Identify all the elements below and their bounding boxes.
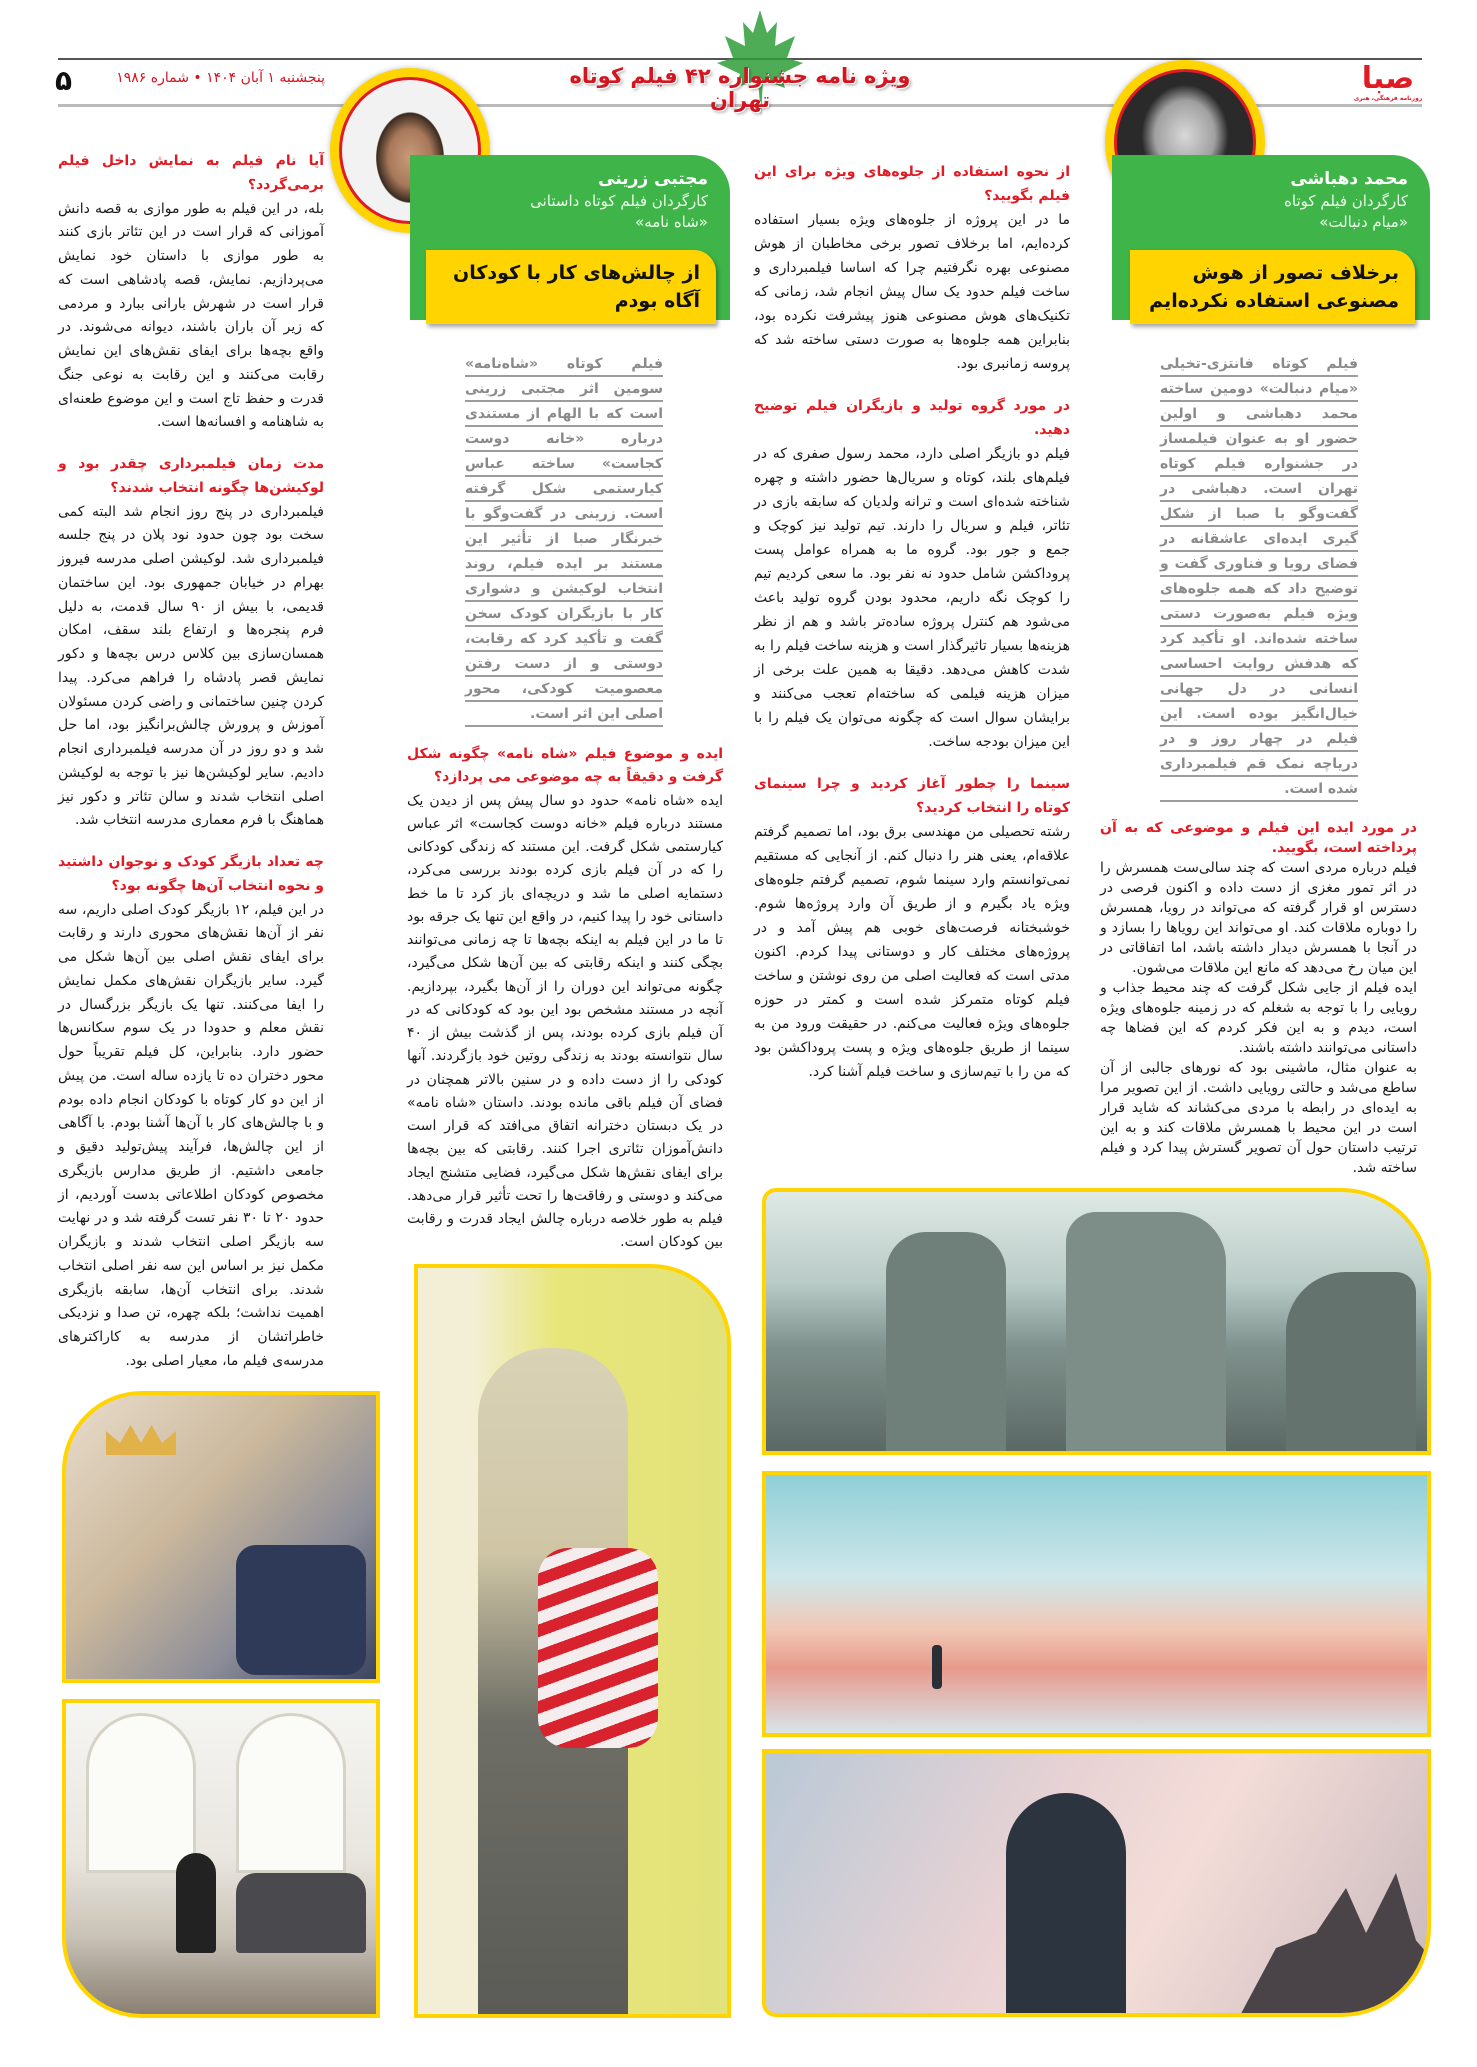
answer-paragraph: به عنوان مثال، ماشینی بود که نورهای جالبی از آن ساطع می‌شد و حالتی رویایی داشت. از این تصویر مرا به ایده‌ای در رابطه با مردی می‌کشاند که شاید قرار است در این محیط با همسرش ملاقات کند و به این ترتیب داستان حول آن تصویر گسترش پیدا کرد و فیلم ساخته شد. [1100,1060,1417,1176]
interviewee-name: محمد دهباشی [1290,169,1408,189]
photo-classroom-girls [62,1699,380,2018]
supplement-title: ویژه نامه جشنواره ۴۲ فیلم کوتاه تهران [569,64,911,112]
photo-girl-receiving-crown [62,1391,380,1683]
answer-paragraph: فیلم دو بازیگر اصلی دارد، محمد رسول صفری که در فیلم‌های بلند، کوتاه و سریال‌ها حضور داشته و چهره شناخته شده‌ای است و ترانه ولدیان که سابقه بازی در تئاتر، فیلم و سریال را دارند. تیم تولید نیز کوچک و جمع و جور بود. گروه ما به همراه عوامل پست پروداکشن شامل حدود نه نفر بود. ما سعی کردیم تیم را کوچک نگه داریم، محدود بودن گروه تولید باعث می‌شود هم کنترل پروژه ساده‌تر باشد و هم از نظر هزینه‌ها بسیار تاثیرگذار است و هزینه ساخت فیلم را به شدت کاهش می‌دهد. دقیقا به همین علت برخی از میزان هزینه فیلمی که ساخته‌ام تعجب می‌کنند و برایشان سوال است که چگونه می‌توان یک فیلم را با این میزان بودجه ساخت. [754,446,1070,750]
photo-man-in-clouds [762,1471,1431,1737]
answer-paragraph: در این فیلم، ۱۲ بازیگر کودک اصلی داریم، سه نفر از آن‌ها نقش‌های محوری دارند و رقابت برای ایفای نقش اصلی بین آن‌ها شکل می گیرد. سایر بازیگران نقش‌های مکمل نمایش را ایفا می‌کنند. تنها یک بازیگر بزرگسال در نقش معلم و حدودا در یک سوم سکانس‌ها حضور دارد. بنابراین، کل فیلم تقریباً حول محور دختران ده تا یازده ساله است. من پیش از این دو کار کوتاه با کودکان انجام داده بودم و با چالش‌های کار با آن‌ها آشنا بودم. با آگاهی از این چالش‌ها، فرآیند پیش‌تولید دقیق و جامعی داشتیم. از طریق مدارس بازیگری مخصوص کودکان اطلاعاتی بدست آوردیم، از حدود ۲۰ تا ۳۰ نفر تست گرفته شد و در نهایت سه بازیگر اصلی انتخاب شدند و بازیگران مکمل نیز بر اساس این سه نفر اصلی انتخاب شدند. برای انتخاب آن‌ها، سابقه بازیگری اهمیت نداشت؛ بلکه چهره، تن صدا و نزدیکی خاطراتشان از مدرسه به کاراکترهای مدرسه‌ی فیلم ما، معیار اصلی بود. [58,901,324,1369]
answer-paragraph: رشته تحصیلی من مهندسی برق بود، اما تصمیم گرفتم علاقه‌ام، یعنی هنر را دنبال کنم. از آنجایی که مستقیم نمی‌توانستم وارد سینما شوم، تصمیم گرفتم جلوه‌های ویژه یاد بگیرم و از طریق آن وارد پروژه‌ها شوم. خوشبختانه فرصت‌های خوبی هم پیش آمد و در پروژه‌های مختلف کار و دوستانی پیدا کردم. اکنون مدتی است که فعالیت اصلی من روی نوشتن و ساخت فیلم کوتاه متمرکز شده است و کمتر در حوزه جلوه‌های ویژه فعالیت می‌کنم. در حقیقت ورود من به سینما از طریق جلوه‌های ویژه و پست پروداکشن بود که من را با تیم‌سازی و ساخت فیلم آشنا کرد. [754,824,1070,1080]
column-dehbashi-1 [1100,818,1417,1178]
answer-paragraph: فیلمبرداری در پنج روز انجام شد البته کمی سخت بود چون حدود نود پلان در پنج جلسه فیلمبرداری شد. لوکیشن اصلی مدرسه فیروز بهرام در خیابان جمهوری بود. این ساختمان قدیمی، با بیش از ۹۰ سال قدمت، به دلیل فرم پنجره‌ها و ارتفاع بلند سقف، امکان همسان‌سازی بین کلاس درس بچه‌ها و دکور نمایش قصر پادشاه را فراهم می‌کرد. پیدا کردن چنین ساختمانی و راضی کردن مسئولان آموزش و پرورش چالش‌برانگیز بود، اما حل شد و دو روز در آن مدرسه فیلمبرداری انجام دادیم. سایر لوکیشن‌ها نیز با توجه به لوکیشن اصلی انتخاب شدند و سالن تئاتر و دکور نیز هماهنگ با فرم معماری مدرسه انتخاب شد. [58,503,324,829]
question: آیا نام فیلم به نمایش داخل فیلم برمی‌گردد؟ [58,153,324,193]
interviewee-role: کارگردان فیلم کوتاه [1284,192,1408,210]
question: از نحوه استفاده از جلوه‌های ویژه برای این فیلم بگویید؟ [754,164,1070,204]
interviewee-name: مجتبی زرینی [598,169,708,189]
question: ایده و موضوع فیلم «شاه نامه» چگونه شکل گرفت و دقیقاً به چه موضوعی می پردازد؟ [407,746,723,786]
headline-dehbashi: برخلاف تصور از هوش مصنوعی استفاده نکرده‌ایم [1130,250,1415,324]
issue-date: پنجشنبه ۱ آبان ۱۴۰۴ • شماره ۱۹۸۶ [116,70,325,86]
answer-paragraph: فیلم درباره مردی است که چند سالی‌ست همسرش را در اثر تمور مغزی از دست داده و اکنون فرصی در دسترس او قرار گرفته که می‌تواند در رویا، همسرش را دوباره ملاقات کند. او می‌تواند این رویاها را بسازد و در آنجا با همسرش دیدار داشته باشد، اما اتفاقاتی در این میان رخ می‌دهد که مانع این ملاقات می‌شون. [1100,860,1417,976]
column-zarrini-2 [58,150,324,1374]
answer-paragraph: ایده فیلم از جایی شکل گرفت که چند محیط جذاب و رویایی را با توجه به شغلم که در زمینه جلوه‌های ویژه است، دیدم و به این فکر کردم که این فضاها چه داستانی می‌توانند داشته باشند. [1100,980,1417,1056]
photo-girl-with-striped-backpack [414,1264,731,2018]
interviewee-role: کارگردان فیلم کوتاه داستانی [530,192,708,210]
question: سینما را چطور آغاز کردید و چرا سینمای کوتاه را انتخاب کردید؟ [754,776,1070,816]
question: در مورد گروه تولید و بازیگران فیلم توضیح دهید. [754,398,1070,438]
question: مدت زمان فیلمبرداری چقدر بود و لوکیشن‌ها چگونه انتخاب شدند؟ [58,456,324,496]
saba-logo: صبا روزنامه فرهنگی، هنری [1353,61,1423,102]
page-number: ۵ [55,64,73,97]
question: در مورد ایده این فیلم و موضوعی که به آن پرداخته است، بگویید. [1100,820,1417,856]
column-zarrini-1 [407,743,723,1255]
photo-fantasy-stone-city [762,1188,1431,1455]
photo-man-profile-castle [762,1749,1431,2017]
answer-paragraph: ایده «شاه نامه» حدود دو سال پیش پس از دیدن یک مستند درباره فیلم «خانه دوست کجاست» اثر عباس کیارستمی شکل گرفت. این مستند که زندگی کودکانی را که در آن فیلم بازی کرده بودند بررسی می‌کرد، دستمایه اصلی ما شد و دریچه‌ای باز کرد تا ما خط داستانی خود را پیدا کنیم، در واقع این تنها یک جرقه بود تا ما در این فیلم به اینکه بچه‌ها تا چه زمانی می‌توانند بچگی کنند و اینکه رقابتی که بین آن‌ها شکل می‌گیرد، چگونه می‌تواند این دوران را از آن‌ها بگیرد، بپردازیم. آنچه در مستند مشخص بود این بود که کودکانی که در آن فیلم بازی کرده بودند، پس از گذشت بیش از ۴۰ سال نتوانسته بودند به زندگی روتین خود بازگردند. آنها کودکی را از دست داده و در سنین بالاتر همچنان در فضای آن فیلم باقی مانده بودند. داستان «شاه نامه» در یک دبستان دخترانه اتفاق می‌افتد که قرار است دانش‌آموزان تئاتری اجرا کنند. رقابتی که بین بچه‌ها برای ایفای نقش‌ها شکل می‌گیرد، فضایی متشنج ایجاد می‌کند و دوستی و رفاقت‌ها را تحت تأثیر قرار می‌دهد. فیلم به طور خلاصه درباره چالش ایجاد قدرت و رقابت بین کودکان است. [407,792,723,1251]
column-dehbashi-2 [754,160,1070,1084]
answer-paragraph: ما در این پروژه از جلوه‌های ویژه بسیار استفاده کرده‌ایم، اما برخلاف تصور برخی مخاطبان از هوش مصنوعی بهره نگرفتیم چرا که اساسا فیلمبرداری و ساخت فیلم حدود یک سال پیش انجام شد، زمانی که تکنیک‌های هوش مصنوعی هنوز پیشرفت نکرده بود، بنابراین همه جلوه‌ها به صورت دستی ساخته شد که پروسه زمانبری بود. [754,212,1070,372]
answer-paragraph: بله، در این فیلم به طور موازی به قصه دانش آموزانی که قرار است در این تئاتر بازی کنند به طور موازی با داستان خود نمایش می‌پردازیم. نمایش، قصه پادشاهی است که قرار است در شهرش بارانی ببارد و مردمی که زیر آن باران باشند، دیوانه می‌شوند. در واقع بچه‌ها برای ایفای نقش‌های این نمایش رقابت می‌کنند و این رقابت به نوعی جنگ قدرت و حفظ تاج است و این موضوع طعنه‌ای به شاهنامه و افسانه‌ها است. [58,200,324,431]
intro-dehbashi: فیلم کوتاه فانتزی-تخیلی «میام دنبالت» دومین ساخته محمد دهباشی و اولین حضور او به عنوان فیلمساز در جشنواره فیلم کوتاه تهران است. دهباشی در گفت‌وگو با صبا از شکل گیری ایده‌ای عاشقانه در فضای رویا و فناوری گفت و توضیح داد که همه جلوه‌های ویژه فیلم به‌صورت دستی ساخته شده‌اند. او تأکید کرد که هدفش روایت احساسی انسانی در دل جهانی خیال‌انگیز بوده است. این فیلم در چهار روز و در دریاچه نمک قم فیلمبرداری شده است. [1160,352,1358,802]
film-title: «شاه نامه» [635,213,708,231]
headline-zarrini: از چالش‌های کار با کودکان آگاه بودم [426,250,716,324]
question: چه تعداد بازیگر کودک و نوجوان داشتید و نحوه انتخاب آن‌ها چگونه بود؟ [58,854,324,894]
intro-zarrini: فیلم کوتاه «شاه‌نامه» سومین اثر مجتبی زرینی است که با الهام از مستندی درباره «خانه دوست کجاست» ساخته عباس کیارستمی شکل گرفته است. زرینی در گفت‌وگو با خبرنگار صبا از تأثیر این مستند بر ایده فیلم، روند انتخاب لوکیشن و دشواری کار با بازیگران کودک سخن گفت و تأکید کرد که رقابت، دوستی و از دست رفتن معصومیت کودکی، محور اصلی این اثر است. [465,352,663,727]
film-title: «میام دنبالت» [1319,213,1408,231]
